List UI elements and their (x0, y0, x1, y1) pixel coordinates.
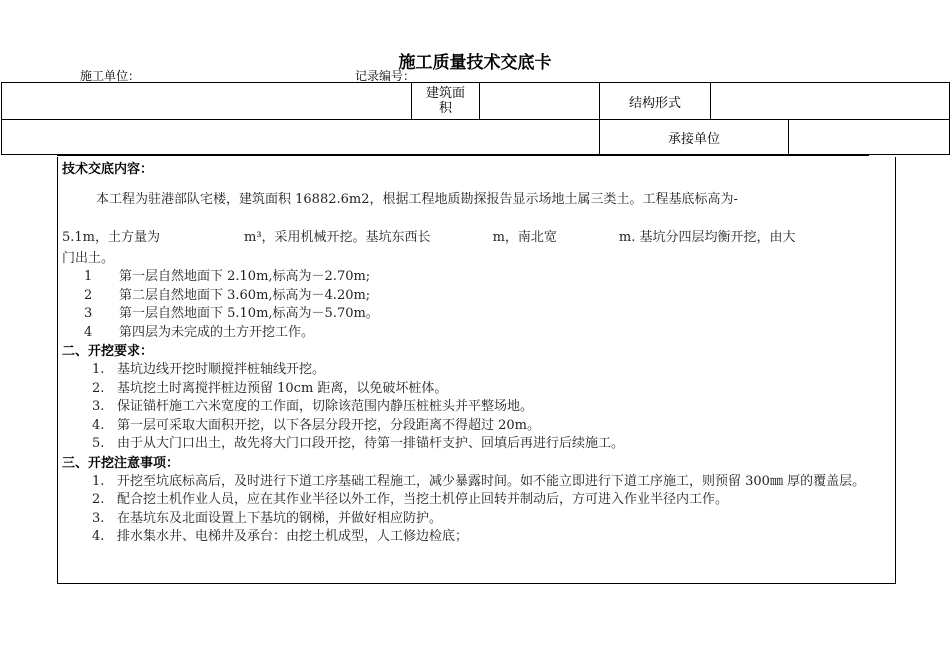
list-item (62, 435, 890, 454)
excavation-layers-list (62, 268, 890, 342)
list-item-number: 1. (92, 473, 105, 489)
list-item-number: 1. (92, 362, 105, 377)
intro-part2a: 5.1m，土方量为 (62, 230, 161, 245)
intro-part2c: m，南北宽 (492, 230, 557, 245)
intro-part2b: m³，采用机械开挖。基坑东西长 (244, 230, 431, 245)
requirements-list (62, 361, 890, 454)
structure-type-label: 结构形式 (600, 83, 711, 120)
list-item-text: 第一层自然地面下 2.10m,标高为－2.70m; (119, 269, 371, 284)
list-item-number: 1 (84, 269, 93, 284)
list-item (62, 510, 890, 529)
blank-cell[interactable] (2, 120, 600, 155)
list-item-text: 第二层自然地面下 3.60m,标高为－4.20m; (119, 287, 371, 303)
list-item-text: 排水集水井、电梯井及承台：由挖土机成型，人工修边检底； (117, 529, 469, 544)
section3-title: 三、开挖注意事项： (62, 455, 180, 471)
list-item-text: 开挖至坑底标高后，及时进行下道工序基础工程施工，减少暴露时间。如不能立即进行下道工序施工，则预留 300㎜ 厚的覆盖层。 (117, 473, 866, 489)
list-item (62, 491, 890, 510)
list-item (62, 380, 890, 399)
list-item-text: 保证锚杆施工六米宽度的工作面，切除该范围内静压桩桩头并平整场地。 (117, 399, 534, 414)
intro-paragraph-line3: 门出土。 (62, 251, 115, 266)
record-number-label: 记录编号： (355, 69, 416, 83)
list-item (62, 361, 890, 380)
list-item-text: 由于从大门口出土，故先将大门口段开挖，待第一排锚杆支护、回填后再进行后续施工。 (117, 436, 625, 451)
intro-part2d: m. 基坑分四层均衡开挖，由大 (618, 230, 796, 245)
list-item-number: 3. (92, 510, 105, 526)
list-item-text: 第一层可采取大面积开挖，以下各层分段开挖，分段距离不得超过 20m。 (117, 417, 541, 433)
list-item-number: 2 (84, 287, 93, 303)
notes-list (62, 473, 890, 547)
content-area (62, 160, 890, 547)
intro-part1: 本工程为驻港部队宅楼，建筑面积 16882.6m2，根据工程地质勘探报告显示场地土属三类土。工程基底标高为- (96, 192, 738, 207)
building-area-label-cell (412, 83, 480, 120)
list-item-number: 5. (92, 436, 105, 451)
list-item (62, 473, 890, 492)
list-item-number: 2. (92, 380, 105, 396)
list-item-number: 2. (92, 492, 105, 507)
list-item (62, 305, 890, 324)
list-item (62, 287, 890, 306)
list-item-text: 基坑边线开挖时顺搅拌桩轴线开挖。 (117, 362, 326, 377)
list-item-number: 3 (84, 306, 93, 321)
document-title: 施工质量技术交底卡 (398, 53, 552, 73)
intro-paragraph-line2 (62, 227, 890, 249)
list-item-text: 配合挖土机作业人员，应在其作业半径以外工作，当挖土机停止回转并制动后，方可进入作业半径内工作。 (117, 492, 729, 507)
list-item (62, 268, 890, 287)
list-item (62, 417, 890, 436)
list-item (62, 324, 890, 343)
content-top-rule (57, 155, 869, 156)
list-item (62, 398, 890, 417)
receiver-unit-label: 承接单位 (600, 120, 789, 155)
building-area-label-line1: 建筑面 (425, 86, 465, 101)
intro-paragraph-line1 (62, 190, 890, 209)
project-name-cell[interactable] (2, 83, 412, 120)
section1-title: 技术交底内容： (62, 162, 154, 177)
receiver-unit-value-cell[interactable] (789, 120, 950, 155)
list-item-number: 4. (92, 417, 105, 433)
list-item (62, 528, 890, 547)
list-item-number: 4. (92, 529, 105, 544)
construction-unit-label: 施工单位： (80, 69, 141, 83)
list-item-text: 在基坑东及北面设置上下基坑的钢梯，并做好相应防护。 (117, 510, 443, 526)
building-area-value-cell[interactable] (480, 83, 600, 120)
list-item-text: 第一层自然地面下 5.10m,标高为－5.70m。 (119, 306, 379, 321)
structure-type-value-cell[interactable] (711, 83, 950, 120)
header-table (1, 82, 950, 155)
list-item-number: 4 (84, 324, 93, 340)
list-item-number: 3. (92, 399, 105, 414)
list-item-text: 基坑挖土时离搅拌桩边预留 10cm 距离，以免破坏桩体。 (117, 380, 448, 396)
section2-title: 二、开挖要求： (62, 344, 154, 359)
list-item-text: 第四层为未完成的土方开挖工作。 (119, 324, 315, 340)
building-area-label-line2: 积 (438, 101, 452, 116)
